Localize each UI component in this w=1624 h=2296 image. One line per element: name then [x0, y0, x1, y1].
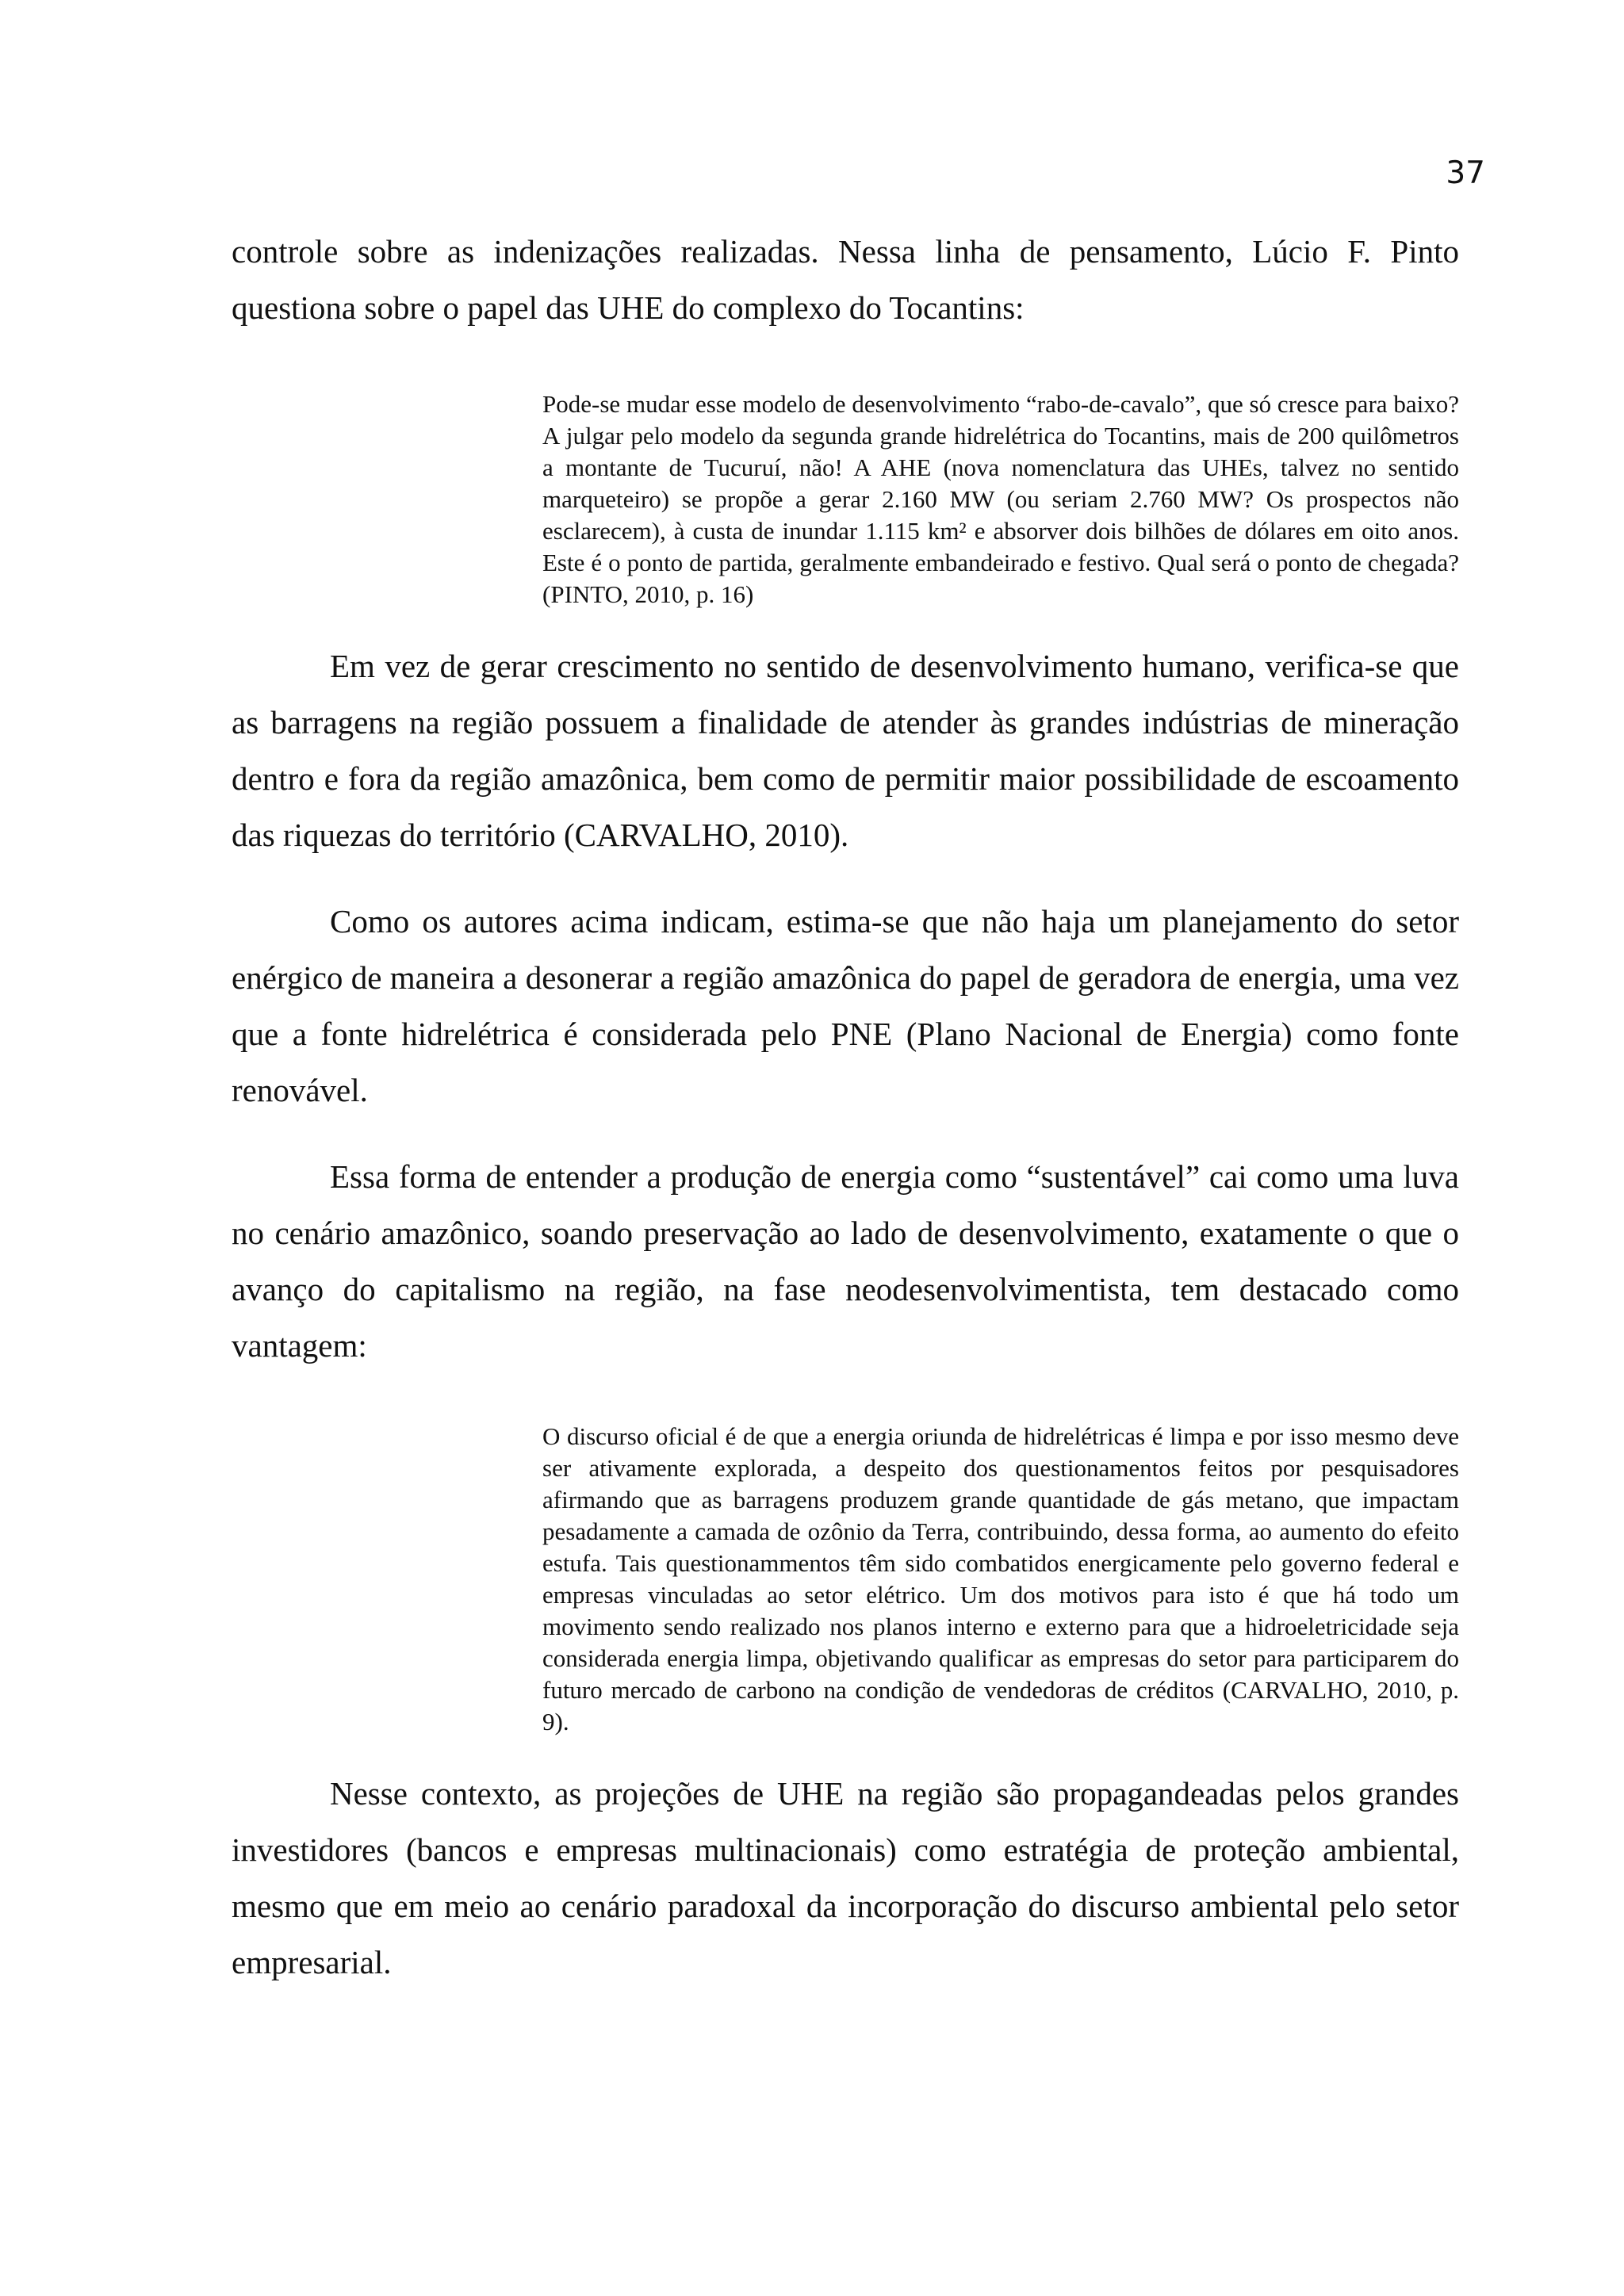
page-number: 37 — [1446, 155, 1485, 191]
paragraph-planejamento: Como os autores acima indicam, estima-se que não haja um planejamento do setor enérgico de maneira a desonerar a região amazônica do papel de geradora de energia, uma vez que a fonte hidrelétrica é considerada pelo PNE (Plano Nacional de Energia) como fonte renovável. — [232, 903, 1459, 1108]
paragraph-sustentavel: Essa forma de entender a produção de energia como “sustentável” cai como uma luva no cenário amazônico, soando preservação ao lado de desenvolvimento, exatamente o que o avanço do capitalismo na região, na fase neodesenvolvimentista, tem destacado como vantagem: — [232, 1158, 1459, 1364]
block-quote-pinto: Pode-se mudar esse modelo de desenvolvimento “rabo-de-cavalo”, que só cresce para baixo? A julgar pelo modelo da segunda grande hidrelétrica do Tocantins, mais de 200 quilômetros a montante de Tucuruí, não! A AHE (nova nomenclatura das UHEs, talvez no sentido marqueteiro) se propõe a gerar 2.160 MW (ou seriam 2.760 MW? Os prospectos não esclarecem), à custa de inundar 1.115 km² e absorver dois bilhões de dólares em oito anos. Este é o ponto de partida, geralmente embandeirado e festivo. Qual será o ponto de chegada? (PINTO, 2010, p. 16) — [542, 390, 1459, 608]
paragraph-continuation: controle sobre as indenizações realizadas. Nessa linha de pensamento, Lúcio F. Pinto questiona sobre o papel das UHE do complexo do Tocantins: — [232, 233, 1459, 326]
paragraph-barragens: Em vez de gerar crescimento no sentido de desenvolvimento humano, verifica-se que as barragens na região possuem a finalidade de atender às grandes indústrias de mineração dentro e fora da região amazônica, bem como de permitir maior possibilidade de escoamento das riquezas do território (CARVALHO, 2010). — [232, 648, 1459, 853]
paragraph-projecoes: Nesse contexto, as projeções de UHE na região são propagandeadas pelos grandes investidores (bancos e empresas multinacionais) como estratégia de proteção ambiental, mesmo que em meio ao cenário paradoxal da incorporação do discurso ambiental pelo setor empresarial. — [232, 1775, 1459, 1980]
block-quote-carvalho: O discurso oficial é de que a energia oriunda de hidrelétricas é limpa e por isso mesmo deve ser ativamente explorada, a despeito dos questionamentos feitos por pesquisadores afirmando que as barragens produzem grande quantidade de gás metano, que impactam pesadamente a camada de ozônio da Terra, contribuindo, dessa forma, ao aumento do efeito estufa. Tais questionammentos têm sido combatidos energicamente pelo governo federal e empresas vinculadas ao setor elétrico. Um dos motivos para isto é que há todo um movimento sendo realizado nos planos interno e externo para que a hidroeletricidade seja considerada energia limpa, objetivando qualificar as empresas do setor para participarem do futuro mercado de carbono na condição de vendedoras de créditos (CARVALHO, 2010, p. 9). — [542, 1422, 1459, 1735]
